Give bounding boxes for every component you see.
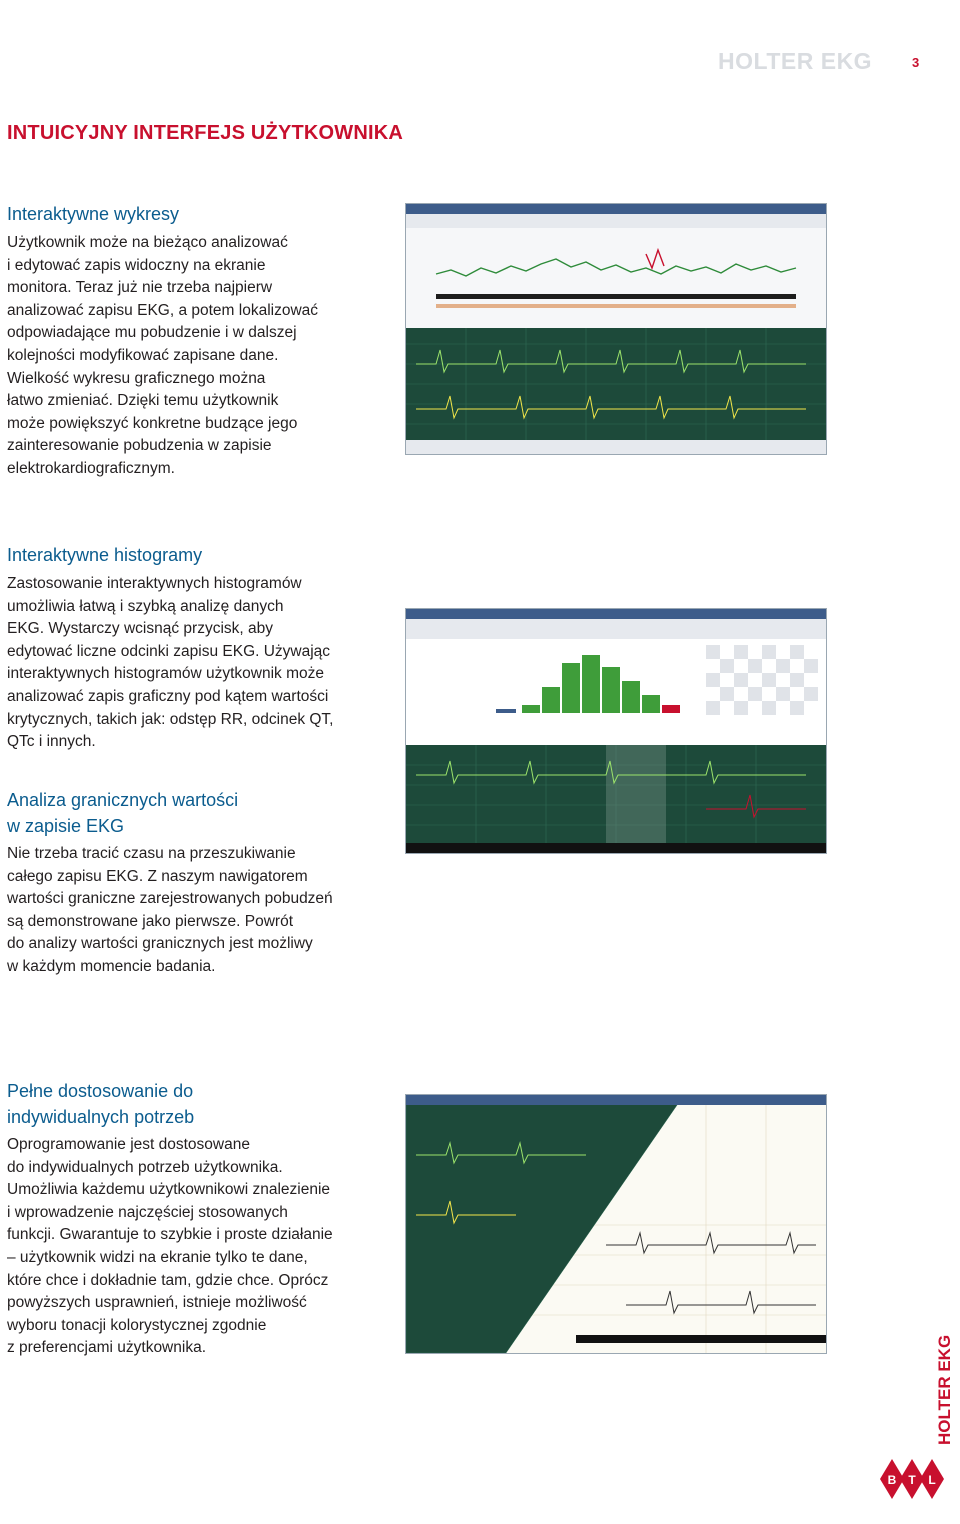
histogram-screenshot [405, 608, 827, 854]
color-scheme-screenshot [405, 1094, 827, 1354]
section-heading-customization-line1: Pełne dostosowanie do [7, 1081, 194, 1101]
page-number: 3 [912, 55, 920, 70]
color-scheme-image [406, 1095, 826, 1353]
section-body-interactive-charts: Użytkownik może na bieżąco analizować i edytować zapis widoczny na ekranie monitora. Teraz już nie trzeba najpierw analizować zapisu EKG, a potem lokalizować odpowiadające mu pobudzenie i w dalszej kolejności modyfikować zapisane dane. Wielkość wykresu graficznego można łatwo zmieniać. Dzięki temu użytkownik może powiększyć konkretne budzące jego zainteresowanie pobudzenia w zapisie elektrokardiograficznym. [7, 234, 319, 477]
svg-text:B: B [887, 1473, 897, 1487]
histogram-chart-image [406, 609, 826, 853]
section-heading-interactive-histograms: Interaktywne histogramy [7, 545, 203, 565]
svg-text:L: L [928, 1473, 936, 1487]
btl-logo-icon [868, 1455, 946, 1503]
btl-logo [868, 1455, 946, 1503]
section-heading-customization-line2: indywidualnych potrzeb [7, 1107, 195, 1127]
vertical-brand-text: HOLTER EKG [935, 1334, 954, 1445]
section-body-interactive-histograms: Zastosowanie interaktywnych histogramów umożliwia łatwą i szybką analizę danych EKG. Wystarczy wcisnąć przycisk, aby edytować liczne odcinki zapisu EKG. Używając interaktywnych histogramów użytkownik może analizować zapis graficzny pod kątem wartości krytycznych, takich jak: odstęp RR, odcinek QT, QTc i innych. [7, 575, 334, 751]
section-heading-limit-values-line2: w zapisie EKG [7, 816, 125, 836]
svg-text:T: T [908, 1473, 916, 1487]
section-heading-interactive-charts: Interaktywne wykresy [7, 204, 180, 224]
header-brand: HOLTER EKG [718, 48, 873, 74]
vertical-brand [928, 1334, 958, 1450]
ecg-chart-image-1 [406, 204, 826, 454]
section-body-customization: Oprogramowanie jest dostosowane do indywidualnych potrzeb użytkownika. Umożliwia każdemu użytkownikowi znalezienie i wprowadzenie najczęściej stosowanych funkcji. Gwarantuje to szybkie i proste działanie – użytkownik widzi na ekranie tylko te dane, które chce i dokładnie tam, gdzie chce. Oprócz powyższych usprawnień, istnieje możliwość wyboru tonacji kolorystycznej zgodnie z preferencjami użytkownika. [7, 1136, 333, 1357]
section-heading-limit-values-line1: Analiza granicznych wartości [7, 790, 239, 810]
ecg-screenshot-1 [405, 203, 827, 455]
page-title: INTUICYJNY INTERFEJS UŻYTKOWNIKA [7, 122, 404, 144]
section-body-limit-values: Nie trzeba tracić czasu na przeszukiwanie całego zapisu EKG. Z naszym nawigatorem wartości graniczne zarejestrowanych pobudzeń są demonstrowane jako pierwsze. Powrót do analizy wartości granicznych jest możliwy w każdym momencie badania. [7, 845, 333, 975]
